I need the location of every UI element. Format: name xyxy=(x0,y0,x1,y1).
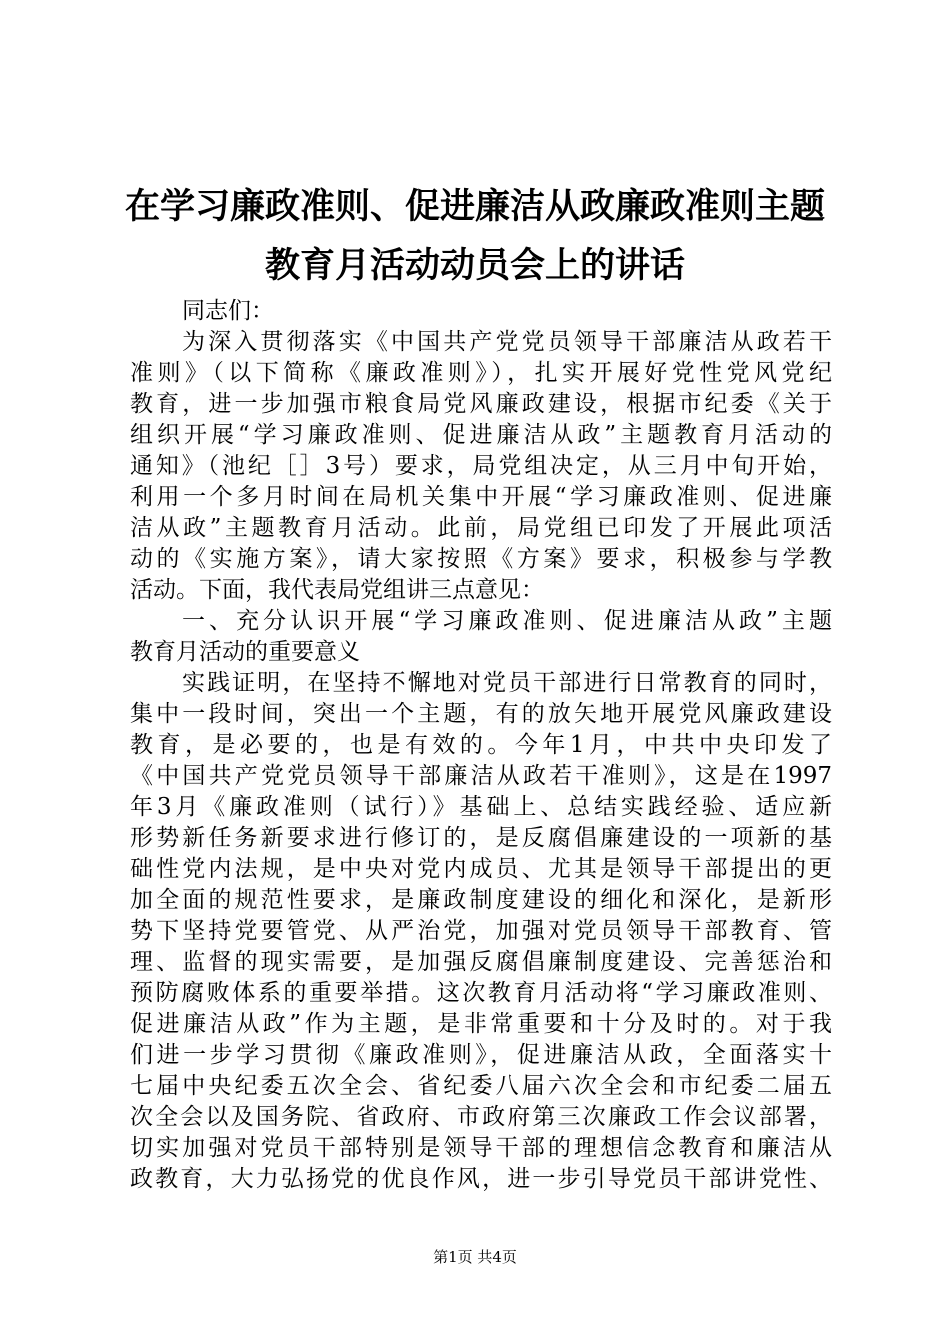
paragraph-line: 活动。下面，我代表局党组讲三点意见： xyxy=(130,577,544,603)
paragraph-line: 促进廉洁从政”作为主题，是非常重要和十分及时的。对于我 xyxy=(130,1011,832,1037)
paragraph-line: 教育，进一步加强市粮食局党风廉政建设，根据市纪委《关于 xyxy=(130,391,832,417)
paragraph-line: 次全会以及国务院、省政府、市政府第三次廉政工作会议部署， xyxy=(130,1104,832,1130)
paragraph-line: 形势新任务新要求进行修订的，是反腐倡廉建设的一项新的基 xyxy=(130,825,832,851)
paragraph-line: 洁从政”主题教育月活动。此前，局党组已印发了开展此项活 xyxy=(130,515,832,541)
section-heading-line: 教育月活动的重要意义 xyxy=(130,639,360,665)
paragraph-line: 础性党内法规，是中央对党内成员、尤其是领导干部提出的更 xyxy=(130,856,832,882)
paragraph-line: 组织开展“学习廉政准则、促进廉洁从政”主题教育月活动的 xyxy=(130,422,832,448)
salutation: 同志们： xyxy=(182,298,274,324)
paragraph-line: 教育，是必要的，也是有效的。今年1月，中共中央印发了 xyxy=(130,732,832,758)
paragraph-line: 七届中央纪委五次全会、省纪委八届六次全会和市纪委二届五 xyxy=(130,1073,832,1099)
document-title-line-1: 在学习廉政准则、促进廉洁从政廉政准则主题 xyxy=(124,187,825,227)
paragraph-line: 集中一段时间，突出一个主题，有的放矢地开展党风廉政建设 xyxy=(130,701,832,727)
paragraph-line: 年3月《廉政准则（试行）》基础上、总结实践经验、适应新 xyxy=(130,794,832,820)
paragraph-line: 理、监督的现实需要，是加强反腐倡廉制度建设、完善惩治和 xyxy=(130,949,832,975)
paragraph-line: 势下坚持党要管党、从严治党，加强对党员领导干部教育、管 xyxy=(130,918,832,944)
paragraph-line: 通知》（池纪［］3号）要求，局党组决定，从三月中旬开始， xyxy=(130,453,832,479)
document-title-line-2: 教育月活动动员会上的讲话 xyxy=(264,246,685,286)
paragraph-line: 准则》（以下简称《廉政准则》），扎实开展好党性党风党纪 xyxy=(130,360,832,386)
page-footer: 第1页 共4页 xyxy=(433,1248,517,1266)
paragraph-line: 为深入贯彻落实《中国共产党党员领导干部廉洁从政若干 xyxy=(182,329,832,355)
paragraph-line: 切实加强对党员干部特别是领导干部的理想信念教育和廉洁从 xyxy=(130,1135,832,1161)
document-body xyxy=(130,296,832,1195)
paragraph-line: 《中国共产党党员领导干部廉洁从政若干准则》，这是在1997 xyxy=(130,763,832,789)
paragraph-line: 利用一个多月时间在局机关集中开展“学习廉政准则、促进廉 xyxy=(130,484,832,510)
paragraph-line: 加全面的规范性要求，是廉政制度建设的细化和深化，是新形 xyxy=(130,887,832,913)
paragraph-line: 们进一步学习贯彻《廉政准则》，促进廉洁从政，全面落实十 xyxy=(130,1042,832,1068)
paragraph-line: 实践证明，在坚持不懈地对党员干部进行日常教育的同时， xyxy=(182,670,832,696)
paragraph-line: 动的《实施方案》，请大家按照《方案》要求，积极参与学教 xyxy=(130,546,832,572)
paragraph-line: 政教育，大力弘扬党的优良作风，进一步引导党员干部讲党性、 xyxy=(130,1166,832,1192)
section-heading-line: 一、充分认识开展“学习廉政准则、促进廉洁从政”主题 xyxy=(182,608,832,634)
paragraph-line: 预防腐败体系的重要举措。这次教育月活动将“学习廉政准则、 xyxy=(130,980,832,1006)
